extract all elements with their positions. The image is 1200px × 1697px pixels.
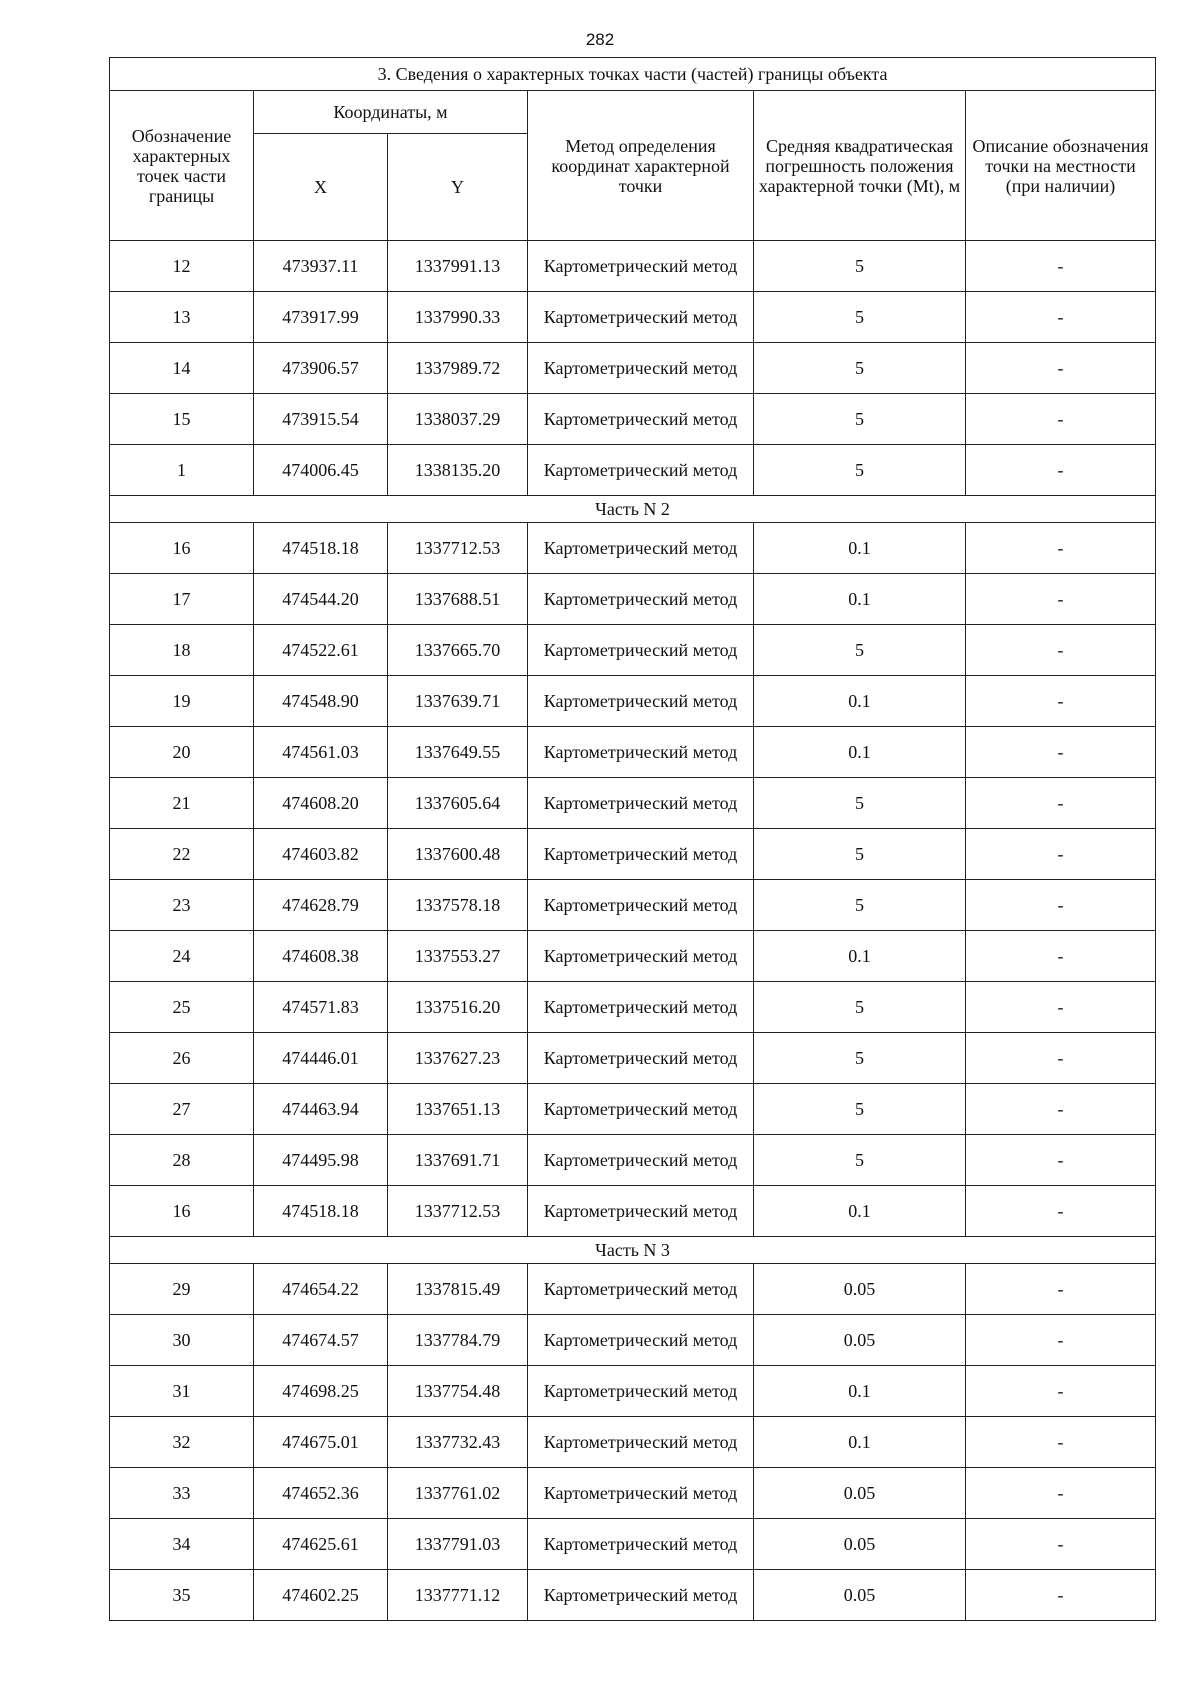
error-cell: 5 [754,292,966,343]
error-cell: 5 [754,1135,966,1186]
description-cell: - [966,931,1156,982]
point-number-cell: 27 [110,1084,254,1135]
method-cell: Картометрический метод [528,1135,754,1186]
point-number-cell: 32 [110,1417,254,1468]
error-cell: 5 [754,343,966,394]
x-coordinate-cell: 474463.94 [254,1084,388,1135]
method-cell: Картометрический метод [528,445,754,496]
method-cell: Картометрический метод [528,1186,754,1237]
method-cell: Картометрический метод [528,343,754,394]
y-coordinate-cell: 1338135.20 [388,445,528,496]
error-cell: 0.1 [754,1366,966,1417]
point-number-cell: 26 [110,1033,254,1084]
header-x: X [254,134,388,241]
part-label-row [110,496,1156,523]
point-number-cell: 15 [110,394,254,445]
x-coordinate-cell: 474446.01 [254,1033,388,1084]
y-coordinate-cell: 1337600.48 [388,829,528,880]
table-row [110,931,1156,982]
method-cell: Картометрический метод [528,1315,754,1366]
page-number: 282 [585,30,615,49]
description-cell: - [966,1135,1156,1186]
point-number-cell: 25 [110,982,254,1033]
method-cell: Картометрический метод [528,829,754,880]
x-coordinate-cell: 474674.57 [254,1315,388,1366]
method-cell: Картометрический метод [528,778,754,829]
x-coordinate-cell: 474603.82 [254,829,388,880]
point-number-cell: 23 [110,880,254,931]
y-coordinate-cell: 1337553.27 [388,931,528,982]
error-cell: 0.1 [754,523,966,574]
header-designation: Обозначение характерных точек части границы [110,91,254,241]
table-row [110,1084,1156,1135]
description-cell: - [966,727,1156,778]
error-cell: 0.05 [754,1570,966,1621]
method-cell: Картометрический метод [528,1366,754,1417]
error-cell: 0.1 [754,574,966,625]
point-number-cell: 35 [110,1570,254,1621]
table-row [110,829,1156,880]
error-cell: 5 [754,1033,966,1084]
y-coordinate-cell: 1337815.49 [388,1264,528,1315]
error-cell: 0.1 [754,727,966,778]
error-cell: 0.05 [754,1264,966,1315]
point-number-cell: 17 [110,574,254,625]
table-row [110,880,1156,931]
point-number-cell: 29 [110,1264,254,1315]
table-body [110,241,1156,1621]
x-coordinate-cell: 474518.18 [254,523,388,574]
x-coordinate-cell: 474518.18 [254,1186,388,1237]
point-number-cell: 1 [110,445,254,496]
point-number-cell: 20 [110,727,254,778]
point-number-cell: 13 [110,292,254,343]
point-number-cell: 24 [110,931,254,982]
table-row [110,982,1156,1033]
error-cell: 0.05 [754,1468,966,1519]
description-cell: - [966,880,1156,931]
point-number-cell: 34 [110,1519,254,1570]
point-number-cell: 21 [110,778,254,829]
error-cell: 5 [754,982,966,1033]
x-coordinate-cell: 474544.20 [254,574,388,625]
description-cell: - [966,1264,1156,1315]
table-row [110,778,1156,829]
point-number-cell: 19 [110,676,254,727]
header-error: Средняя квадратическая погрешность положения характерной точки (Mt), м [754,91,966,241]
table-row [110,727,1156,778]
error-cell: 5 [754,880,966,931]
table-row [110,625,1156,676]
description-cell: - [966,394,1156,445]
table-row [110,241,1156,292]
error-cell: 0.1 [754,1417,966,1468]
table-row [110,1135,1156,1186]
method-cell: Картометрический метод [528,1033,754,1084]
error-cell: 0.05 [754,1315,966,1366]
x-coordinate-cell: 474571.83 [254,982,388,1033]
description-cell: - [966,241,1156,292]
point-number-cell: 12 [110,241,254,292]
y-coordinate-cell: 1337771.12 [388,1570,528,1621]
y-coordinate-cell: 1337754.48 [388,1366,528,1417]
description-cell: - [966,574,1156,625]
x-coordinate-cell: 473906.57 [254,343,388,394]
description-cell: - [966,1084,1156,1135]
boundary-points-table [109,57,1156,1621]
description-cell: - [966,676,1156,727]
description-cell: - [966,1315,1156,1366]
y-coordinate-cell: 1337791.03 [388,1519,528,1570]
table-title: 3. Сведения о характерных точках части (частей) границы объекта [110,58,1156,91]
table-row [110,343,1156,394]
x-coordinate-cell: 474698.25 [254,1366,388,1417]
method-cell: Картометрический метод [528,1570,754,1621]
method-cell: Картометрический метод [528,1084,754,1135]
error-cell: 0.05 [754,1519,966,1570]
error-cell: 5 [754,445,966,496]
point-number-cell: 14 [110,343,254,394]
method-cell: Картометрический метод [528,676,754,727]
y-coordinate-cell: 1337732.43 [388,1417,528,1468]
table-row [110,523,1156,574]
x-coordinate-cell: 474561.03 [254,727,388,778]
y-coordinate-cell: 1337991.13 [388,241,528,292]
y-coordinate-cell: 1337665.70 [388,625,528,676]
error-cell: 5 [754,394,966,445]
x-coordinate-cell: 474548.90 [254,676,388,727]
y-coordinate-cell: 1337578.18 [388,880,528,931]
description-cell: - [966,625,1156,676]
description-cell: - [966,1519,1156,1570]
method-cell: Картометрический метод [528,394,754,445]
method-cell: Картометрический метод [528,625,754,676]
x-coordinate-cell: 473937.11 [254,241,388,292]
method-cell: Картометрический метод [528,1264,754,1315]
x-coordinate-cell: 474495.98 [254,1135,388,1186]
description-cell: - [966,1417,1156,1468]
table-row [110,445,1156,496]
y-coordinate-cell: 1337712.53 [388,1186,528,1237]
table-row [110,1264,1156,1315]
part-label: Часть N 3 [110,1237,1156,1264]
point-number-cell: 16 [110,1186,254,1237]
table-row [110,1186,1156,1237]
table-row [110,1519,1156,1570]
x-coordinate-cell: 474602.25 [254,1570,388,1621]
method-cell: Картометрический метод [528,880,754,931]
x-coordinate-cell: 474608.20 [254,778,388,829]
y-coordinate-cell: 1337639.71 [388,676,528,727]
error-cell: 5 [754,1084,966,1135]
y-coordinate-cell: 1337784.79 [388,1315,528,1366]
method-cell: Картометрический метод [528,1417,754,1468]
point-number-cell: 31 [110,1366,254,1417]
x-coordinate-cell: 474654.22 [254,1264,388,1315]
y-coordinate-cell: 1337688.51 [388,574,528,625]
description-cell: - [966,1366,1156,1417]
y-coordinate-cell: 1337761.02 [388,1468,528,1519]
error-cell: 0.1 [754,676,966,727]
x-coordinate-cell: 474625.61 [254,1519,388,1570]
description-cell: - [966,1468,1156,1519]
point-number-cell: 33 [110,1468,254,1519]
method-cell: Картометрический метод [528,574,754,625]
table-row [110,574,1156,625]
table-row [110,1570,1156,1621]
error-cell: 0.1 [754,931,966,982]
table-row [110,1315,1156,1366]
header-coordinates: Координаты, м [254,91,528,134]
method-cell: Картометрический метод [528,292,754,343]
description-cell: - [966,1186,1156,1237]
part-label-row [110,1237,1156,1264]
description-cell: - [966,292,1156,343]
method-cell: Картометрический метод [528,931,754,982]
method-cell: Картометрический метод [528,727,754,778]
table-row [110,394,1156,445]
y-coordinate-cell: 1337649.55 [388,727,528,778]
header-method: Метод определения координат характерной точки [528,91,754,241]
error-cell: 5 [754,829,966,880]
description-cell: - [966,778,1156,829]
y-coordinate-cell: 1337691.71 [388,1135,528,1186]
point-number-cell: 18 [110,625,254,676]
x-coordinate-cell: 474675.01 [254,1417,388,1468]
table-row [110,292,1156,343]
x-coordinate-cell: 474628.79 [254,880,388,931]
y-coordinate-cell: 1338037.29 [388,394,528,445]
y-coordinate-cell: 1337627.23 [388,1033,528,1084]
error-cell: 5 [754,778,966,829]
table-row [110,1033,1156,1084]
x-coordinate-cell: 474522.61 [254,625,388,676]
y-coordinate-cell: 1337712.53 [388,523,528,574]
error-cell: 5 [754,241,966,292]
point-number-cell: 22 [110,829,254,880]
x-coordinate-cell: 473917.99 [254,292,388,343]
header-y: Y [388,134,528,241]
description-cell: - [966,829,1156,880]
point-number-cell: 30 [110,1315,254,1366]
table-row [110,1366,1156,1417]
x-coordinate-cell: 474608.38 [254,931,388,982]
description-cell: - [966,982,1156,1033]
error-cell: 0.1 [754,1186,966,1237]
method-cell: Картометрический метод [528,1468,754,1519]
table-row [110,676,1156,727]
description-cell: - [966,523,1156,574]
header-description: Описание обозначения точки на местности (при наличии) [966,91,1156,241]
x-coordinate-cell: 473915.54 [254,394,388,445]
description-cell: - [966,343,1156,394]
method-cell: Картометрический метод [528,523,754,574]
method-cell: Картометрический метод [528,1519,754,1570]
y-coordinate-cell: 1337989.72 [388,343,528,394]
description-cell: - [966,445,1156,496]
x-coordinate-cell: 474006.45 [254,445,388,496]
method-cell: Картометрический метод [528,982,754,1033]
part-label: Часть N 2 [110,496,1156,523]
y-coordinate-cell: 1337516.20 [388,982,528,1033]
description-cell: - [966,1570,1156,1621]
y-coordinate-cell: 1337990.33 [388,292,528,343]
point-number-cell: 16 [110,523,254,574]
table-row [110,1417,1156,1468]
point-number-cell: 28 [110,1135,254,1186]
y-coordinate-cell: 1337605.64 [388,778,528,829]
method-cell: Картометрический метод [528,241,754,292]
y-coordinate-cell: 1337651.13 [388,1084,528,1135]
error-cell: 5 [754,625,966,676]
table-row [110,1468,1156,1519]
description-cell: - [966,1033,1156,1084]
x-coordinate-cell: 474652.36 [254,1468,388,1519]
